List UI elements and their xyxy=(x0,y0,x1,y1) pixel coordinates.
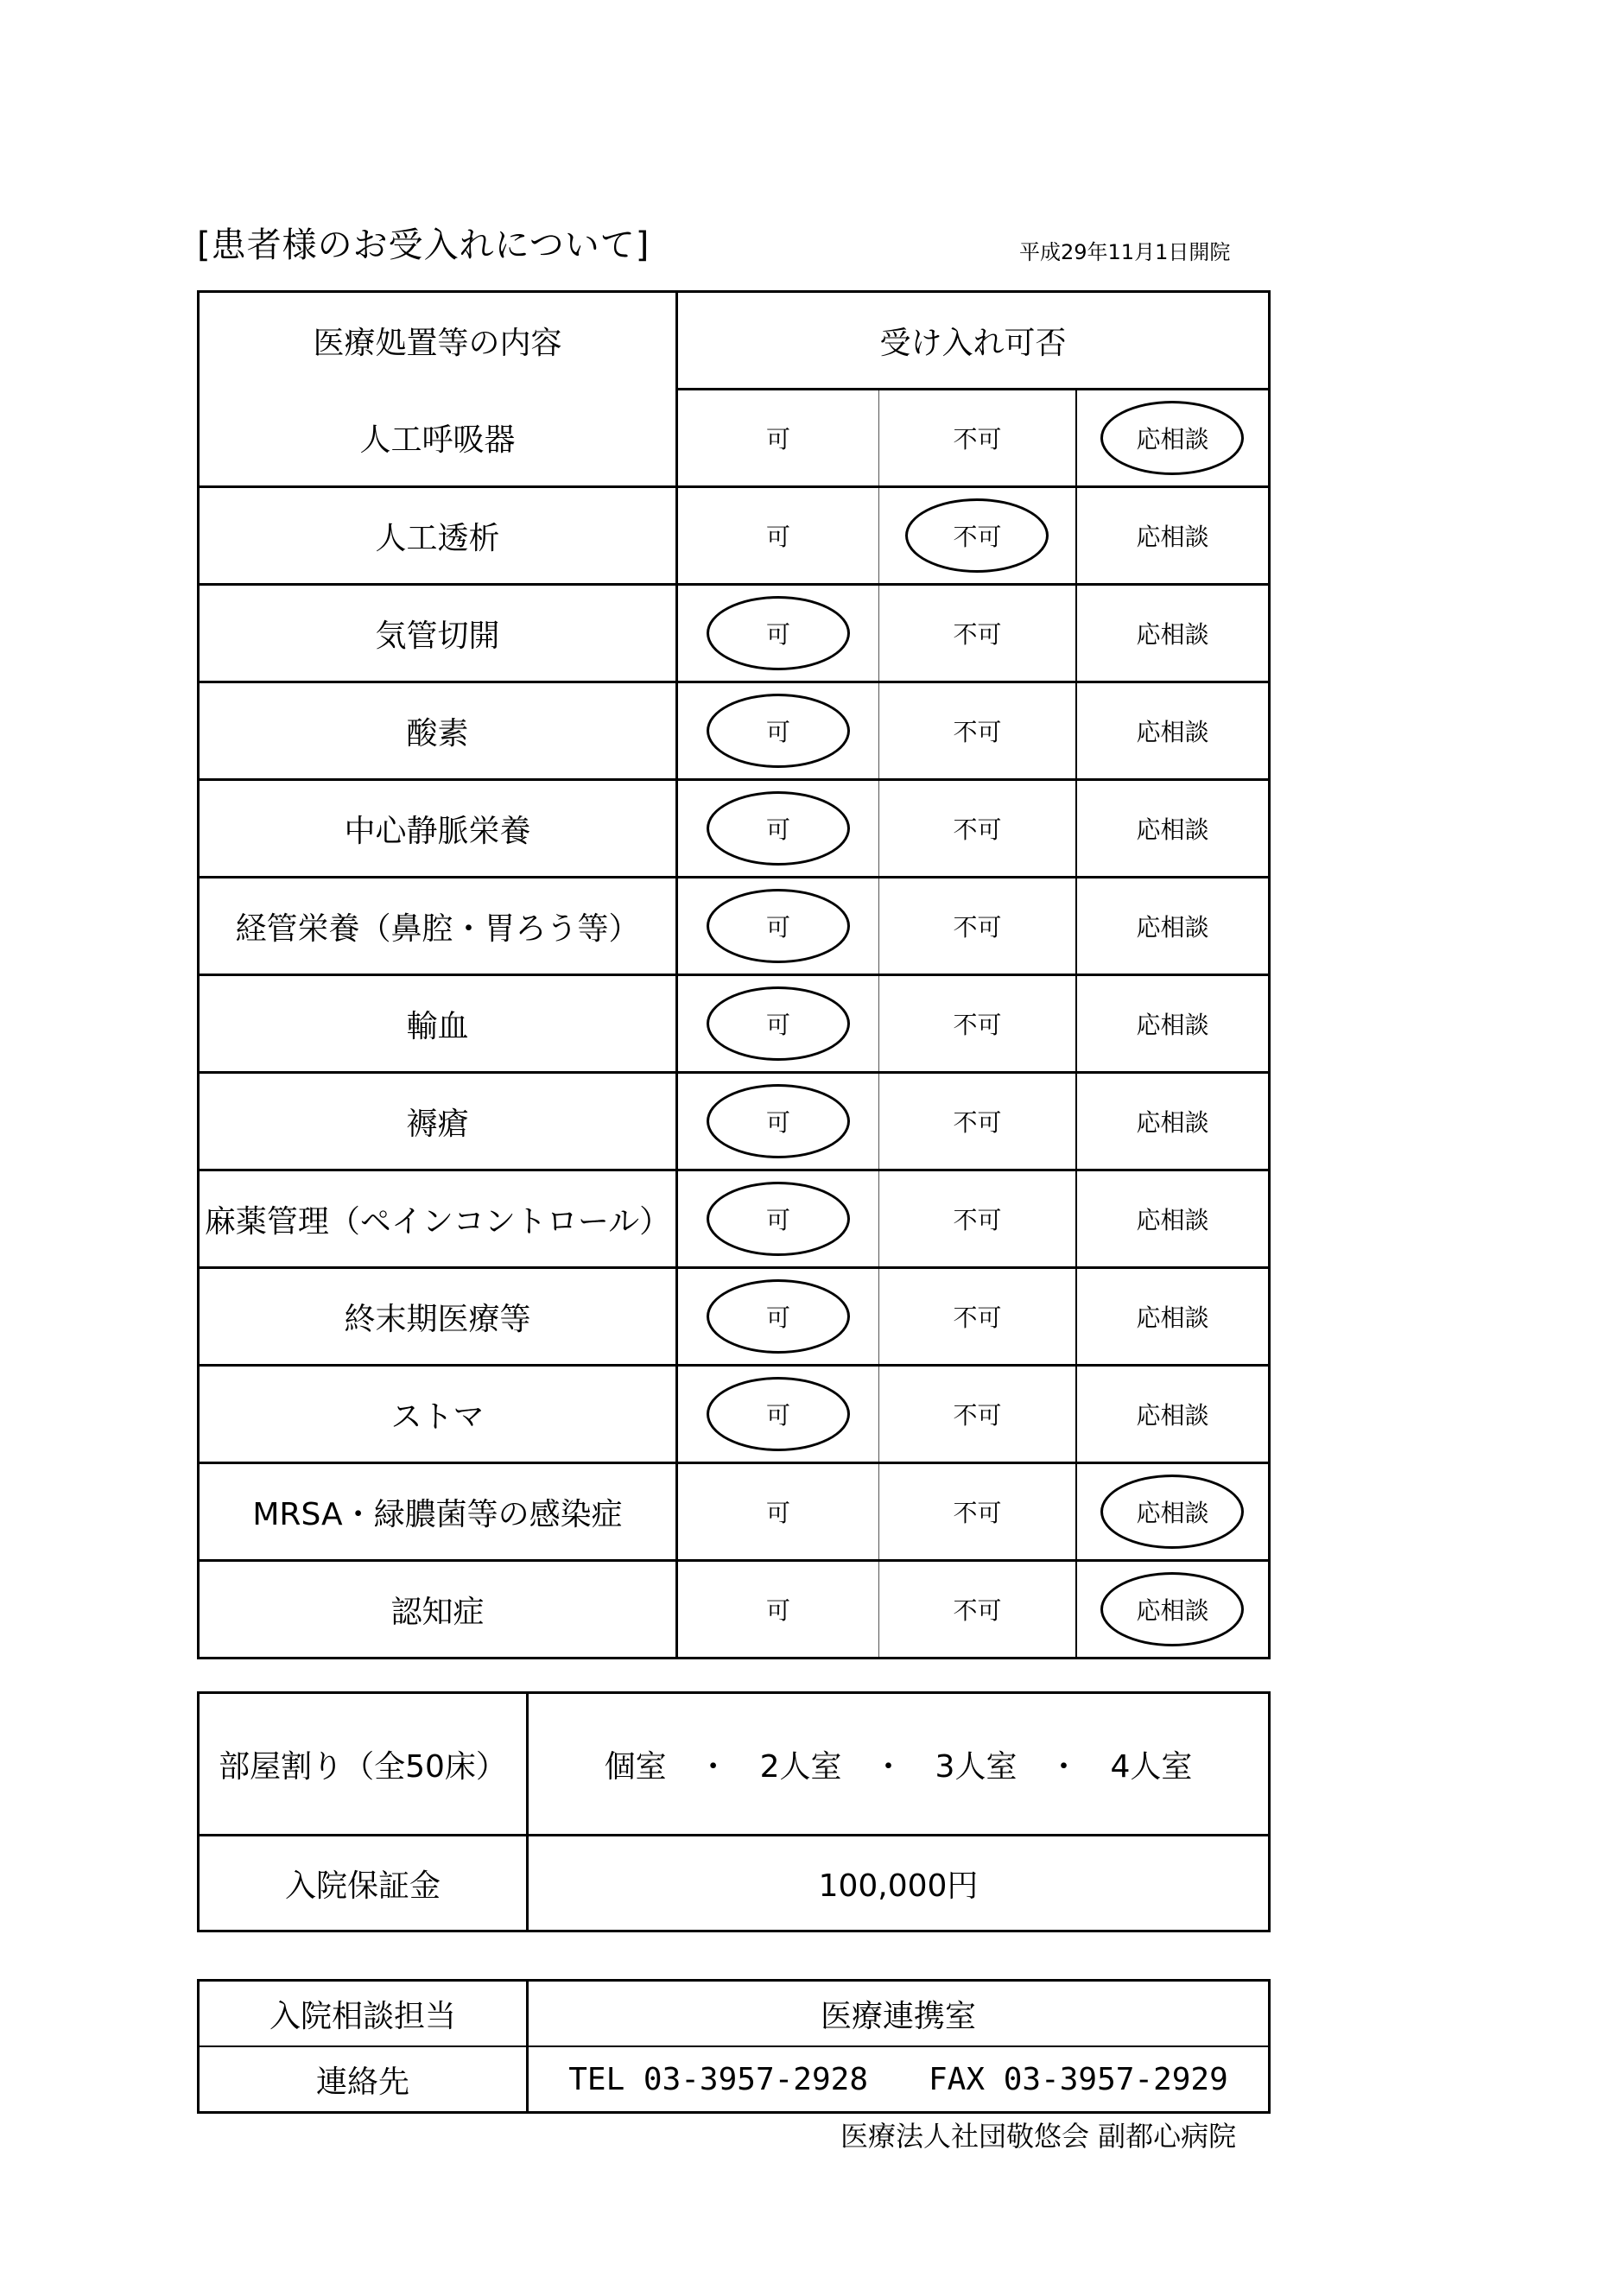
option-label: 応相談 xyxy=(1136,1401,1209,1430)
option-label: 応相談 xyxy=(1136,1011,1209,1039)
option-label: 不可 xyxy=(953,1206,1002,1234)
selected-option: 応相談 xyxy=(1136,1592,1208,1627)
opening-date: 平成29年11月1日開院 xyxy=(1019,240,1231,264)
contact-row xyxy=(199,2046,1270,2113)
contact-numbers xyxy=(528,2046,1270,2113)
option-cell xyxy=(1076,390,1270,487)
option-cell xyxy=(879,1268,1077,1366)
option-cell xyxy=(677,780,879,878)
acceptance-row xyxy=(199,487,1270,585)
option-cell xyxy=(1076,682,1270,780)
option-label: 可 xyxy=(765,1596,790,1625)
selected-option: 応相談 xyxy=(1136,1494,1208,1529)
header-result: 受け入れ可否 xyxy=(677,292,1270,390)
rooms-label: 部屋割り（全50床） xyxy=(199,1693,528,1836)
option-label: 不可 xyxy=(953,620,1002,649)
room-table xyxy=(197,1691,1271,1932)
option-cell xyxy=(879,682,1077,780)
option-cell xyxy=(677,682,879,780)
option-cell xyxy=(1076,487,1270,585)
deposit-label: 入院保証金 xyxy=(199,1836,528,1931)
option-label: 不可 xyxy=(953,1303,1002,1332)
option-label: 応相談 xyxy=(1136,620,1209,649)
option-label: 応相談 xyxy=(1136,1108,1209,1137)
acceptance-row xyxy=(199,585,1270,682)
option-cell xyxy=(677,1268,879,1366)
selected-option: 可 xyxy=(766,714,790,748)
treatment-item: 褥瘡 xyxy=(199,1073,677,1170)
option-label: 不可 xyxy=(953,1401,1002,1430)
option-cell xyxy=(1076,585,1270,682)
acceptance-row xyxy=(199,1366,1270,1463)
option-cell xyxy=(1076,1366,1270,1463)
deposit-row xyxy=(199,1836,1270,1931)
acceptance-row xyxy=(199,1561,1270,1659)
option-cell xyxy=(677,975,879,1073)
treatment-item: MRSA・緑膿菌等の感染症 xyxy=(199,1463,677,1561)
option-cell xyxy=(879,1561,1077,1659)
organization-name: 医療法人社団敬悠会 副都心病院 xyxy=(840,2120,1237,2153)
option-cell xyxy=(879,1073,1077,1170)
option-cell xyxy=(1076,878,1270,975)
option-cell xyxy=(1076,780,1270,878)
option-cell xyxy=(879,1366,1077,1463)
option-label: 応相談 xyxy=(1136,1206,1209,1234)
selected-option: 可 xyxy=(766,1397,790,1431)
acceptance-row xyxy=(199,682,1270,780)
option-cell xyxy=(879,1463,1077,1561)
option-cell xyxy=(677,878,879,975)
acceptance-row xyxy=(199,1463,1270,1561)
option-label: 不可 xyxy=(953,1108,1002,1137)
option-cell xyxy=(1076,1268,1270,1366)
option-label: 不可 xyxy=(953,1499,1002,1527)
option-label: 不可 xyxy=(953,718,1002,746)
selected-option: 可 xyxy=(766,811,790,846)
option-label: 応相談 xyxy=(1136,523,1209,551)
option-label: 応相談 xyxy=(1136,1303,1209,1332)
treatment-item: 気管切開 xyxy=(199,585,677,682)
option-label: 不可 xyxy=(953,815,1002,844)
acceptance-row xyxy=(199,1073,1270,1170)
option-label: 可 xyxy=(765,523,790,551)
acceptance-row xyxy=(199,975,1270,1073)
option-label: 不可 xyxy=(953,425,1002,453)
option-label: 可 xyxy=(765,1499,790,1527)
treatment-item: ストマ xyxy=(199,1366,677,1463)
option-cell xyxy=(879,878,1077,975)
selected-option: 不可 xyxy=(953,518,1001,553)
option-cell xyxy=(879,780,1077,878)
option-cell xyxy=(677,1073,879,1170)
consult-label: 入院相談担当 xyxy=(199,1981,528,2047)
option-cell xyxy=(677,390,879,487)
selected-option: 可 xyxy=(766,616,790,650)
option-cell xyxy=(677,1366,879,1463)
option-label: 応相談 xyxy=(1136,913,1209,942)
tel-number: TEL 03-3957-2928 xyxy=(568,2061,868,2097)
rooms-value: 個室 ・ 2人室 ・ 3人室 ・ 4人室 xyxy=(528,1693,1270,1836)
treatment-item: 経管栄養（鼻腔・胃ろう等） xyxy=(199,878,677,975)
option-cell xyxy=(1076,1463,1270,1561)
consult-value: 医療連携室 xyxy=(528,1981,1270,2047)
option-cell xyxy=(1076,975,1270,1073)
contact-label: 連絡先 xyxy=(199,2046,528,2113)
option-label: 不可 xyxy=(953,913,1002,942)
selected-option: 可 xyxy=(766,1104,790,1138)
option-cell xyxy=(677,1170,879,1268)
treatment-item: 終末期医療等 xyxy=(199,1268,677,1366)
option-cell xyxy=(677,1463,879,1561)
treatment-item: 輸血 xyxy=(199,975,677,1073)
acceptance-table xyxy=(197,290,1271,1659)
treatment-item: 中心静脈栄養 xyxy=(199,780,677,878)
option-cell xyxy=(879,487,1077,585)
option-label: 可 xyxy=(765,425,790,453)
treatment-item: 認知症 xyxy=(199,1561,677,1659)
option-cell xyxy=(677,585,879,682)
option-cell xyxy=(879,975,1077,1073)
acceptance-row xyxy=(199,878,1270,975)
option-label: 応相談 xyxy=(1136,718,1209,746)
option-cell xyxy=(1076,1073,1270,1170)
option-cell xyxy=(677,1561,879,1659)
acceptance-row xyxy=(199,1170,1270,1268)
fax-number: FAX 03-3957-2929 xyxy=(929,2061,1228,2097)
option-label: 応相談 xyxy=(1136,815,1209,844)
option-label: 不可 xyxy=(953,1596,1002,1625)
option-cell xyxy=(879,390,1077,487)
deposit-value: 100,000円 xyxy=(818,1868,979,1904)
treatment-item: 麻薬管理（ペインコントロール） xyxy=(199,1170,677,1268)
header-item: 医療処置等の内容 xyxy=(199,292,677,390)
rooms-row xyxy=(199,1693,1270,1836)
treatment-item: 人工透析 xyxy=(199,487,677,585)
selected-option: 応相談 xyxy=(1136,421,1208,455)
option-cell xyxy=(677,487,879,585)
option-cell xyxy=(879,585,1077,682)
acceptance-row xyxy=(199,780,1270,878)
acceptance-header-row xyxy=(199,292,1270,390)
selected-option: 可 xyxy=(766,1299,790,1334)
acceptance-row xyxy=(199,390,1270,487)
selected-option: 可 xyxy=(766,1202,790,1236)
selected-option: 可 xyxy=(766,909,790,943)
option-cell xyxy=(1076,1170,1270,1268)
contact-table xyxy=(197,1979,1271,2114)
selected-option: 可 xyxy=(766,1006,790,1041)
treatment-item: 人工呼吸器 xyxy=(199,390,677,487)
option-label: 不可 xyxy=(953,1011,1002,1039)
treatment-item: 酸素 xyxy=(199,682,677,780)
consult-row xyxy=(199,1981,1270,2047)
option-cell xyxy=(1076,1561,1270,1659)
page-title: [患者様のお受入れについて] xyxy=(197,225,650,265)
acceptance-row xyxy=(199,1268,1270,1366)
option-cell xyxy=(879,1170,1077,1268)
